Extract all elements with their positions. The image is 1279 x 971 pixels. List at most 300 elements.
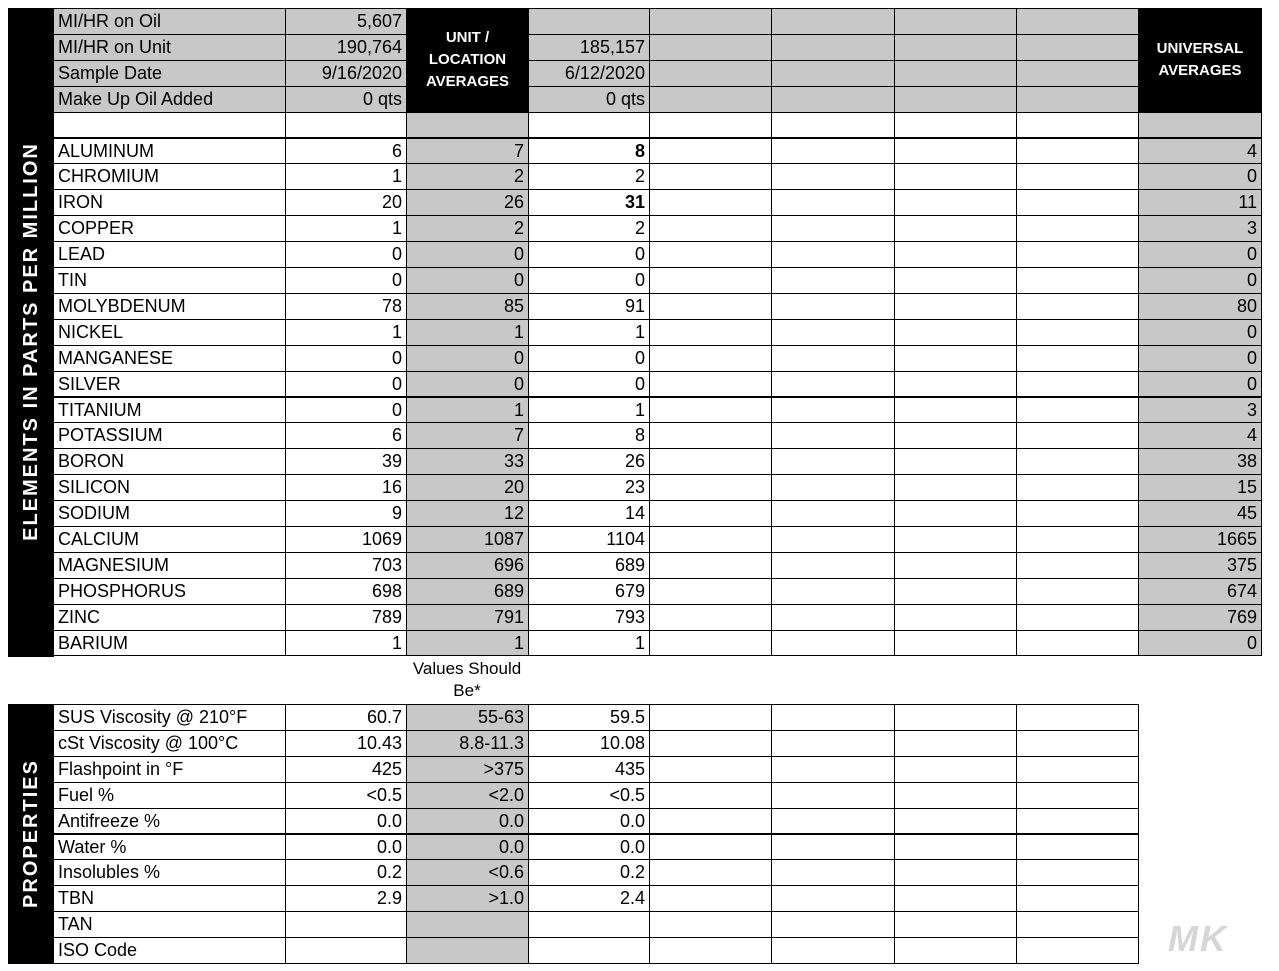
element-empty-cell bbox=[1016, 215, 1139, 242]
property-empty-cell bbox=[894, 885, 1017, 912]
property-value-previous: 0.0 bbox=[528, 834, 650, 861]
element-value-unit-average: 20 bbox=[406, 474, 529, 501]
element-empty-cell bbox=[1016, 526, 1139, 553]
property-empty-cell bbox=[649, 808, 772, 835]
property-empty-cell bbox=[649, 859, 772, 886]
element-value-previous: 1104 bbox=[528, 526, 650, 553]
property-name: TAN bbox=[53, 911, 286, 938]
info-empty-cell bbox=[1016, 60, 1139, 87]
element-empty-cell bbox=[649, 345, 772, 372]
element-value-unit-average: 26 bbox=[406, 189, 529, 216]
element-value-previous: 23 bbox=[528, 474, 650, 501]
info-empty-cell bbox=[649, 34, 772, 61]
property-value-current bbox=[285, 911, 407, 938]
property-name: Flashpoint in °F bbox=[53, 756, 286, 783]
element-empty-cell bbox=[1016, 345, 1139, 372]
property-empty-cell bbox=[649, 885, 772, 912]
element-name: CALCIUM bbox=[53, 526, 286, 553]
property-value-previous: <0.5 bbox=[528, 782, 650, 809]
element-empty-cell bbox=[771, 189, 895, 216]
element-empty-cell bbox=[894, 215, 1017, 242]
property-value-current: 60.7 bbox=[285, 704, 407, 731]
info-value-previous bbox=[528, 8, 650, 35]
element-empty-cell bbox=[771, 215, 895, 242]
property-value-should-be: >375 bbox=[406, 756, 529, 783]
element-value-previous: 1 bbox=[528, 397, 650, 424]
element-empty-cell bbox=[771, 241, 895, 268]
values-should-be-note: Values Should Be* bbox=[412, 659, 522, 700]
element-empty-cell bbox=[771, 267, 895, 294]
property-empty-cell bbox=[1016, 911, 1139, 938]
property-name: SUS Viscosity @ 210°F bbox=[53, 704, 286, 731]
element-value-unit-average: 0 bbox=[406, 345, 529, 372]
property-empty-cell bbox=[1016, 756, 1139, 783]
spacer-cell bbox=[1138, 112, 1262, 139]
element-value-universal-average: 15 bbox=[1138, 474, 1262, 501]
property-empty-cell bbox=[771, 834, 895, 861]
element-empty-cell bbox=[649, 267, 772, 294]
element-empty-cell bbox=[1016, 267, 1139, 294]
property-value-previous: 435 bbox=[528, 756, 650, 783]
unit-location-averages-header bbox=[406, 8, 529, 113]
element-empty-cell bbox=[1016, 189, 1139, 216]
element-value-current: 1 bbox=[285, 319, 407, 346]
property-empty-cell bbox=[771, 911, 895, 938]
element-empty-cell bbox=[649, 189, 772, 216]
element-value-previous: 679 bbox=[528, 578, 650, 605]
elements-side-label: ELEMENTS IN PARTS PER MILLION bbox=[19, 142, 42, 542]
element-value-unit-average: 1 bbox=[406, 397, 529, 424]
element-value-previous: 793 bbox=[528, 604, 650, 631]
element-empty-cell bbox=[894, 241, 1017, 268]
element-value-current: 39 bbox=[285, 448, 407, 475]
element-name: TITANIUM bbox=[53, 397, 286, 424]
element-value-current: 0 bbox=[285, 371, 407, 398]
property-empty-cell bbox=[894, 911, 1017, 938]
property-name: Water % bbox=[53, 834, 286, 861]
element-empty-cell bbox=[894, 293, 1017, 320]
element-value-universal-average: 0 bbox=[1138, 319, 1262, 346]
property-empty-cell bbox=[1016, 782, 1139, 809]
element-empty-cell bbox=[649, 138, 772, 165]
element-empty-cell bbox=[1016, 578, 1139, 605]
element-empty-cell bbox=[894, 552, 1017, 579]
spacer-cell bbox=[894, 112, 1017, 139]
element-empty-cell bbox=[771, 500, 895, 527]
property-empty-cell bbox=[649, 756, 772, 783]
property-empty-cell bbox=[894, 808, 1017, 835]
property-value-current: 0.0 bbox=[285, 834, 407, 861]
element-value-unit-average: 696 bbox=[406, 552, 529, 579]
property-empty-cell bbox=[894, 756, 1017, 783]
property-empty-cell bbox=[1016, 808, 1139, 835]
property-empty-cell bbox=[771, 885, 895, 912]
element-value-previous: 689 bbox=[528, 552, 650, 579]
element-value-unit-average: 791 bbox=[406, 604, 529, 631]
property-value-previous bbox=[528, 937, 650, 964]
info-empty-cell bbox=[894, 8, 1017, 35]
element-empty-cell bbox=[649, 422, 772, 449]
element-empty-cell bbox=[771, 552, 895, 579]
spacer-cell bbox=[1016, 112, 1139, 139]
element-empty-cell bbox=[649, 630, 772, 657]
element-empty-cell bbox=[894, 526, 1017, 553]
property-empty-cell bbox=[771, 808, 895, 835]
info-empty-cell bbox=[894, 34, 1017, 61]
property-empty-cell bbox=[649, 937, 772, 964]
element-value-current: 789 bbox=[285, 604, 407, 631]
element-value-current: 20 bbox=[285, 189, 407, 216]
element-empty-cell bbox=[894, 604, 1017, 631]
properties-side-label: PROPERTIES bbox=[19, 759, 42, 908]
element-value-universal-average: 375 bbox=[1138, 552, 1262, 579]
element-empty-cell bbox=[649, 293, 772, 320]
property-value-should-be: <0.6 bbox=[406, 859, 529, 886]
property-name: Fuel % bbox=[53, 782, 286, 809]
element-value-unit-average: 85 bbox=[406, 293, 529, 320]
info-label: Sample Date bbox=[53, 60, 286, 87]
property-empty-cell bbox=[649, 730, 772, 757]
element-value-unit-average: 1 bbox=[406, 630, 529, 657]
property-value-should-be: >1.0 bbox=[406, 885, 529, 912]
element-value-previous: 91 bbox=[528, 293, 650, 320]
element-value-current: 1 bbox=[285, 630, 407, 657]
spacer-cell bbox=[53, 112, 286, 139]
element-empty-cell bbox=[894, 397, 1017, 424]
element-empty-cell bbox=[894, 422, 1017, 449]
element-name: LEAD bbox=[53, 241, 286, 268]
element-empty-cell bbox=[1016, 319, 1139, 346]
element-value-current: 6 bbox=[285, 138, 407, 165]
property-value-should-be bbox=[406, 937, 529, 964]
element-value-universal-average: 38 bbox=[1138, 448, 1262, 475]
property-empty-cell bbox=[1016, 704, 1139, 731]
element-empty-cell bbox=[771, 578, 895, 605]
property-value-previous: 10.08 bbox=[528, 730, 650, 757]
property-value-previous: 2.4 bbox=[528, 885, 650, 912]
element-value-universal-average: 3 bbox=[1138, 397, 1262, 424]
element-empty-cell bbox=[649, 552, 772, 579]
property-value-should-be: 8.8-11.3 bbox=[406, 730, 529, 757]
element-value-previous: 1 bbox=[528, 630, 650, 657]
element-empty-cell bbox=[649, 448, 772, 475]
element-empty-cell bbox=[649, 604, 772, 631]
element-value-current: 0 bbox=[285, 267, 407, 294]
element-empty-cell bbox=[771, 371, 895, 398]
info-empty-cell bbox=[894, 86, 1017, 113]
info-value-current: 190,764 bbox=[285, 34, 407, 61]
property-empty-cell bbox=[649, 782, 772, 809]
element-empty-cell bbox=[894, 371, 1017, 398]
element-empty-cell bbox=[894, 500, 1017, 527]
element-value-unit-average: 1087 bbox=[406, 526, 529, 553]
property-empty-cell bbox=[771, 730, 895, 757]
element-empty-cell bbox=[649, 371, 772, 398]
element-value-previous: 0 bbox=[528, 345, 650, 372]
element-value-previous: 1 bbox=[528, 319, 650, 346]
element-value-current: 16 bbox=[285, 474, 407, 501]
element-name: SILVER bbox=[53, 371, 286, 398]
element-empty-cell bbox=[649, 241, 772, 268]
property-value-previous bbox=[528, 911, 650, 938]
property-value-should-be: 0.0 bbox=[406, 834, 529, 861]
spacer-cell bbox=[771, 112, 895, 139]
element-value-unit-average: 2 bbox=[406, 215, 529, 242]
element-name: CHROMIUM bbox=[53, 163, 286, 190]
element-value-current: 1 bbox=[285, 163, 407, 190]
info-value-current: 5,607 bbox=[285, 8, 407, 35]
info-label: Make Up Oil Added bbox=[53, 86, 286, 113]
spacer-cell bbox=[649, 112, 772, 139]
info-value-current: 9/16/2020 bbox=[285, 60, 407, 87]
element-empty-cell bbox=[1016, 293, 1139, 320]
element-value-universal-average: 1665 bbox=[1138, 526, 1262, 553]
element-value-unit-average: 0 bbox=[406, 241, 529, 268]
property-empty-cell bbox=[894, 834, 1017, 861]
element-empty-cell bbox=[771, 448, 895, 475]
element-empty-cell bbox=[1016, 552, 1139, 579]
element-name: ALUMINUM bbox=[53, 138, 286, 165]
element-value-unit-average: 689 bbox=[406, 578, 529, 605]
element-value-previous: 31 bbox=[528, 189, 650, 216]
property-name: ISO Code bbox=[53, 937, 286, 964]
element-empty-cell bbox=[894, 163, 1017, 190]
element-value-universal-average: 0 bbox=[1138, 241, 1262, 268]
element-empty-cell bbox=[649, 500, 772, 527]
property-empty-cell bbox=[649, 834, 772, 861]
universal-averages-text: UNIVERSAL AVERAGES bbox=[1156, 40, 1244, 80]
info-empty-cell bbox=[1016, 86, 1139, 113]
info-value-current: 0 qts bbox=[285, 86, 407, 113]
element-name: NICKEL bbox=[53, 319, 286, 346]
property-value-current bbox=[285, 937, 407, 964]
element-name: SODIUM bbox=[53, 500, 286, 527]
info-value-previous: 185,157 bbox=[528, 34, 650, 61]
element-empty-cell bbox=[771, 345, 895, 372]
property-empty-cell bbox=[771, 704, 895, 731]
element-value-universal-average: 0 bbox=[1138, 163, 1262, 190]
element-name: MANGANESE bbox=[53, 345, 286, 372]
element-name: IRON bbox=[53, 189, 286, 216]
element-value-unit-average: 7 bbox=[406, 138, 529, 165]
info-empty-cell bbox=[1016, 34, 1139, 61]
element-empty-cell bbox=[1016, 448, 1139, 475]
element-empty-cell bbox=[649, 163, 772, 190]
unit-location-averages-text: UNIT / LOCATION AVERAGES bbox=[425, 29, 510, 91]
info-empty-cell bbox=[649, 60, 772, 87]
info-empty-cell bbox=[1016, 8, 1139, 35]
property-empty-cell bbox=[771, 782, 895, 809]
element-empty-cell bbox=[649, 474, 772, 501]
element-name: TIN bbox=[53, 267, 286, 294]
element-value-universal-average: 4 bbox=[1138, 422, 1262, 449]
element-empty-cell bbox=[649, 578, 772, 605]
property-empty-cell bbox=[894, 782, 1017, 809]
property-value-previous: 0.2 bbox=[528, 859, 650, 886]
element-value-previous: 14 bbox=[528, 500, 650, 527]
element-value-current: 78 bbox=[285, 293, 407, 320]
element-empty-cell bbox=[894, 474, 1017, 501]
info-value-previous: 6/12/2020 bbox=[528, 60, 650, 87]
element-value-previous: 8 bbox=[528, 138, 650, 165]
element-empty-cell bbox=[771, 293, 895, 320]
element-empty-cell bbox=[771, 474, 895, 501]
element-value-universal-average: 0 bbox=[1138, 371, 1262, 398]
property-value-current: 0.0 bbox=[285, 808, 407, 835]
info-empty-cell bbox=[649, 8, 772, 35]
element-empty-cell bbox=[894, 319, 1017, 346]
property-value-previous: 0.0 bbox=[528, 808, 650, 835]
element-value-current: 0 bbox=[285, 345, 407, 372]
element-value-previous: 2 bbox=[528, 215, 650, 242]
element-empty-cell bbox=[771, 138, 895, 165]
element-value-previous: 2 bbox=[528, 163, 650, 190]
element-value-universal-average: 4 bbox=[1138, 138, 1262, 165]
element-name: BORON bbox=[53, 448, 286, 475]
property-empty-cell bbox=[894, 730, 1017, 757]
element-empty-cell bbox=[649, 526, 772, 553]
element-value-previous: 26 bbox=[528, 448, 650, 475]
property-name: cSt Viscosity @ 100°C bbox=[53, 730, 286, 757]
element-value-current: 0 bbox=[285, 397, 407, 424]
element-name: COPPER bbox=[53, 215, 286, 242]
element-value-universal-average: 0 bbox=[1138, 267, 1262, 294]
element-value-unit-average: 0 bbox=[406, 371, 529, 398]
property-name: Antifreeze % bbox=[53, 808, 286, 835]
element-empty-cell bbox=[771, 630, 895, 657]
property-empty-cell bbox=[771, 756, 895, 783]
mk-logo: MK bbox=[1168, 918, 1228, 959]
element-name: SILICON bbox=[53, 474, 286, 501]
element-value-previous: 0 bbox=[528, 241, 650, 268]
property-empty-cell bbox=[771, 859, 895, 886]
element-empty-cell bbox=[894, 138, 1017, 165]
element-value-universal-average: 674 bbox=[1138, 578, 1262, 605]
element-value-unit-average: 12 bbox=[406, 500, 529, 527]
property-value-should-be: <2.0 bbox=[406, 782, 529, 809]
element-value-universal-average: 80 bbox=[1138, 293, 1262, 320]
property-value-current: 0.2 bbox=[285, 859, 407, 886]
element-empty-cell bbox=[1016, 630, 1139, 657]
element-empty-cell bbox=[894, 345, 1017, 372]
property-empty-cell bbox=[1016, 834, 1139, 861]
element-value-previous: 8 bbox=[528, 422, 650, 449]
property-value-current: 425 bbox=[285, 756, 407, 783]
property-empty-cell bbox=[771, 937, 895, 964]
element-empty-cell bbox=[894, 189, 1017, 216]
element-value-unit-average: 7 bbox=[406, 422, 529, 449]
element-empty-cell bbox=[771, 604, 895, 631]
property-empty-cell bbox=[894, 859, 1017, 886]
info-value-previous: 0 qts bbox=[528, 86, 650, 113]
element-empty-cell bbox=[1016, 604, 1139, 631]
element-value-current: 698 bbox=[285, 578, 407, 605]
element-empty-cell bbox=[771, 526, 895, 553]
info-empty-cell bbox=[771, 8, 895, 35]
property-value-current: 10.43 bbox=[285, 730, 407, 757]
info-label: MI/HR on Oil bbox=[53, 8, 286, 35]
element-empty-cell bbox=[1016, 500, 1139, 527]
element-value-unit-average: 2 bbox=[406, 163, 529, 190]
property-value-previous: 59.5 bbox=[528, 704, 650, 731]
element-value-current: 1069 bbox=[285, 526, 407, 553]
spacer-cell bbox=[528, 112, 650, 139]
element-value-unit-average: 1 bbox=[406, 319, 529, 346]
element-empty-cell bbox=[649, 319, 772, 346]
element-empty-cell bbox=[894, 630, 1017, 657]
universal-averages-header bbox=[1138, 8, 1262, 113]
property-empty-cell bbox=[1016, 859, 1139, 886]
element-empty-cell bbox=[894, 267, 1017, 294]
element-value-universal-average: 11 bbox=[1138, 189, 1262, 216]
element-value-universal-average: 3 bbox=[1138, 215, 1262, 242]
info-empty-cell bbox=[894, 60, 1017, 87]
element-value-current: 1 bbox=[285, 215, 407, 242]
element-empty-cell bbox=[649, 215, 772, 242]
element-value-unit-average: 33 bbox=[406, 448, 529, 475]
element-value-universal-average: 0 bbox=[1138, 345, 1262, 372]
element-value-current: 6 bbox=[285, 422, 407, 449]
element-value-previous: 0 bbox=[528, 267, 650, 294]
property-value-should-be: 55-63 bbox=[406, 704, 529, 731]
property-empty-cell bbox=[1016, 885, 1139, 912]
property-empty-cell bbox=[1016, 730, 1139, 757]
property-value-should-be bbox=[406, 911, 529, 938]
property-empty-cell bbox=[649, 911, 772, 938]
info-empty-cell bbox=[771, 60, 895, 87]
element-empty-cell bbox=[894, 448, 1017, 475]
element-empty-cell bbox=[1016, 397, 1139, 424]
element-value-universal-average: 45 bbox=[1138, 500, 1262, 527]
element-name: MAGNESIUM bbox=[53, 552, 286, 579]
element-value-current: 9 bbox=[285, 500, 407, 527]
element-empty-cell bbox=[1016, 474, 1139, 501]
property-name: TBN bbox=[53, 885, 286, 912]
element-value-current: 0 bbox=[285, 241, 407, 268]
element-empty-cell bbox=[1016, 163, 1139, 190]
element-name: BARIUM bbox=[53, 630, 286, 657]
property-empty-cell bbox=[894, 937, 1017, 964]
element-value-unit-average: 0 bbox=[406, 267, 529, 294]
property-empty-cell bbox=[649, 704, 772, 731]
element-value-universal-average: 0 bbox=[1138, 630, 1262, 657]
property-value-current: 2.9 bbox=[285, 885, 407, 912]
element-value-previous: 0 bbox=[528, 371, 650, 398]
info-empty-cell bbox=[771, 34, 895, 61]
element-empty-cell bbox=[771, 397, 895, 424]
property-value-current: <0.5 bbox=[285, 782, 407, 809]
element-empty-cell bbox=[1016, 241, 1139, 268]
element-name: MOLYBDENUM bbox=[53, 293, 286, 320]
element-empty-cell bbox=[771, 163, 895, 190]
element-empty-cell bbox=[771, 422, 895, 449]
element-empty-cell bbox=[1016, 371, 1139, 398]
spacer-cell bbox=[406, 112, 529, 139]
info-empty-cell bbox=[649, 86, 772, 113]
element-name: ZINC bbox=[53, 604, 286, 631]
element-empty-cell bbox=[771, 319, 895, 346]
element-empty-cell bbox=[1016, 138, 1139, 165]
property-empty-cell bbox=[1016, 937, 1139, 964]
element-value-current: 703 bbox=[285, 552, 407, 579]
element-empty-cell bbox=[894, 578, 1017, 605]
info-empty-cell bbox=[771, 86, 895, 113]
element-value-universal-average: 769 bbox=[1138, 604, 1262, 631]
element-name: PHOSPHORUS bbox=[53, 578, 286, 605]
property-empty-cell bbox=[894, 704, 1017, 731]
property-value-should-be: 0.0 bbox=[406, 808, 529, 835]
element-empty-cell bbox=[1016, 422, 1139, 449]
